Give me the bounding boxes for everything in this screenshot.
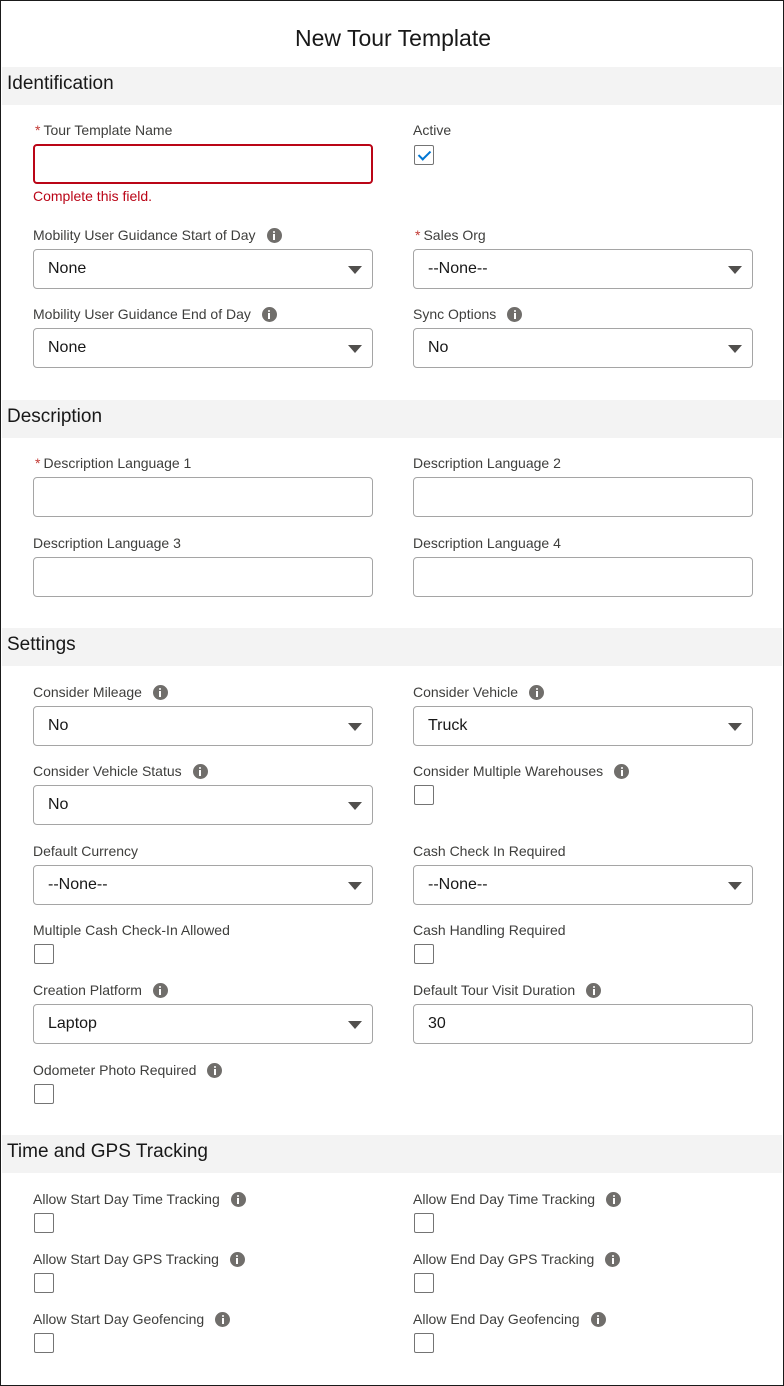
active-checkbox[interactable] (414, 145, 434, 165)
multiple-cash-check-in-label: Multiple Cash Check-In Allowed (33, 922, 230, 938)
info-icon[interactable] (262, 307, 277, 322)
odometer-photo-required-checkbox[interactable] (34, 1084, 54, 1104)
allow-end-day-time-tracking-label (413, 1190, 621, 1208)
chevron-down-icon (348, 802, 362, 810)
description-language-2-label: Description Language 2 (413, 455, 561, 471)
label-text: Odometer Photo Required (33, 1062, 197, 1078)
info-icon[interactable] (529, 685, 544, 700)
allow-end-day-geofencing-label (413, 1310, 606, 1328)
consider-vehicle-status-label (33, 762, 208, 780)
label-text: Allow Start Day GPS Tracking (33, 1251, 219, 1267)
allow-start-day-gps-tracking-checkbox[interactable] (34, 1273, 54, 1293)
label-text: Mobility User Guidance End of Day (33, 306, 251, 322)
chevron-down-icon (348, 882, 362, 890)
section-settings: Settings (2, 628, 782, 666)
label-text: Allow Start Day Geofencing (33, 1311, 205, 1327)
default-currency-label: Default Currency (33, 843, 139, 859)
creation-platform-select[interactable] (33, 1004, 373, 1044)
section-identification: Identification (2, 67, 782, 105)
select-value: None (48, 339, 87, 356)
label-text: Allow End Day Geofencing (413, 1311, 580, 1327)
info-icon[interactable] (605, 1252, 620, 1267)
allow-end-day-time-tracking-checkbox[interactable] (414, 1213, 434, 1233)
consider-vehicle-label (413, 683, 544, 701)
description-language-3-input[interactable] (33, 557, 373, 597)
description-language-1-label (35, 454, 191, 472)
label-text: Creation Platform (33, 982, 142, 998)
tour-template-name-input[interactable] (33, 144, 373, 184)
chevron-down-icon (728, 723, 742, 731)
info-icon[interactable] (614, 764, 629, 779)
select-value: --None-- (428, 260, 488, 277)
allow-start-day-geofencing-label (33, 1310, 230, 1328)
label-text: Sales Org (423, 227, 486, 243)
info-icon[interactable] (215, 1312, 230, 1327)
allow-end-day-gps-tracking-checkbox[interactable] (414, 1273, 434, 1293)
info-icon[interactable] (267, 228, 282, 243)
label-text: Description Language 1 (43, 455, 192, 471)
chevron-down-icon (348, 266, 362, 274)
select-value: No (428, 339, 449, 356)
chevron-down-icon (348, 345, 362, 353)
select-value: No (48, 717, 69, 734)
cash-check-in-required-label: Cash Check In Required (413, 843, 566, 859)
label-text: Consider Vehicle Status (33, 763, 182, 779)
description-language-4-label: Description Language 4 (413, 535, 561, 551)
info-icon[interactable] (591, 1312, 606, 1327)
info-icon[interactable] (153, 983, 168, 998)
label-text: Tour Template Name (43, 122, 173, 138)
label-text: Consider Multiple Warehouses (413, 763, 604, 779)
default-tour-visit-duration-label (413, 981, 601, 999)
guidance-start-label (33, 226, 282, 244)
sales-org-select[interactable] (413, 249, 753, 289)
allow-start-day-time-tracking-checkbox[interactable] (34, 1213, 54, 1233)
label-text: Allow End Day GPS Tracking (413, 1251, 595, 1267)
sync-options-select[interactable] (413, 328, 753, 368)
default-tour-visit-duration-input[interactable]: 30 (413, 1004, 753, 1044)
info-icon[interactable] (507, 307, 522, 322)
consider-vehicle-status-select[interactable] (33, 785, 373, 825)
allow-start-day-geofencing-checkbox[interactable] (34, 1333, 54, 1353)
required-marker: * (35, 455, 41, 471)
multiple-cash-check-in-checkbox[interactable] (34, 944, 54, 964)
sync-options-label (413, 305, 522, 323)
chevron-down-icon (728, 266, 742, 274)
required-marker: * (415, 227, 421, 243)
select-value: No (48, 796, 69, 813)
info-icon[interactable] (606, 1192, 621, 1207)
active-label: Active (413, 122, 452, 138)
allow-start-day-gps-tracking-label (33, 1250, 245, 1268)
description-language-2-input[interactable] (413, 477, 753, 517)
cash-check-in-required-select[interactable] (413, 865, 753, 905)
chevron-down-icon (728, 882, 742, 890)
select-value: --None-- (428, 876, 488, 893)
required-marker: * (35, 122, 41, 138)
guidance-end-label (33, 305, 277, 323)
chevron-down-icon (348, 1021, 362, 1029)
section-time-gps-tracking: Time and GPS Tracking (2, 1135, 782, 1173)
allow-end-day-geofencing-checkbox[interactable] (414, 1333, 434, 1353)
chevron-down-icon (348, 723, 362, 731)
section-description: Description (2, 400, 782, 438)
label-text: Sync Options (413, 306, 497, 322)
cash-handling-required-checkbox[interactable] (414, 944, 434, 964)
consider-mileage-select[interactable] (33, 706, 373, 746)
select-value: None (48, 260, 87, 277)
description-language-3-label: Description Language 3 (33, 535, 181, 551)
guidance-end-select[interactable] (33, 328, 373, 368)
sales-org-label (415, 226, 486, 244)
select-value: Truck (428, 717, 468, 734)
default-currency-select[interactable] (33, 865, 373, 905)
info-icon[interactable] (193, 764, 208, 779)
label-text: Consider Vehicle (413, 684, 519, 700)
description-language-1-input[interactable] (33, 477, 373, 517)
consider-multiple-warehouses-label (413, 762, 629, 780)
select-value: Laptop (48, 1015, 97, 1032)
allow-start-day-time-tracking-label (33, 1190, 246, 1208)
odometer-photo-required-label (33, 1061, 222, 1079)
label-text: Default Tour Visit Duration (413, 982, 576, 998)
consider-multiple-warehouses-checkbox[interactable] (414, 785, 434, 805)
info-icon[interactable] (207, 1063, 222, 1078)
label-text: Consider Mileage (33, 684, 142, 700)
info-icon[interactable] (231, 1192, 246, 1207)
label-text: Mobility User Guidance Start of Day (33, 227, 256, 243)
info-icon[interactable] (230, 1252, 245, 1267)
chevron-down-icon (728, 345, 742, 353)
cash-handling-required-label: Cash Handling Required (413, 922, 566, 938)
description-language-4-input[interactable] (413, 557, 753, 597)
info-icon[interactable] (586, 983, 601, 998)
page-title: New Tour Template (294, 25, 492, 51)
info-icon[interactable] (153, 685, 168, 700)
allow-end-day-gps-tracking-label (413, 1250, 620, 1268)
guidance-start-select[interactable] (33, 249, 373, 289)
error-message: Complete this field. (33, 188, 153, 204)
creation-platform-label (33, 981, 168, 999)
label-text: Allow End Day Time Tracking (413, 1191, 596, 1207)
tour-template-name-label (35, 121, 172, 139)
select-value: --None-- (48, 876, 108, 893)
consider-mileage-label (33, 683, 168, 701)
consider-vehicle-select[interactable] (413, 706, 753, 746)
label-text: Allow Start Day Time Tracking (33, 1191, 220, 1207)
